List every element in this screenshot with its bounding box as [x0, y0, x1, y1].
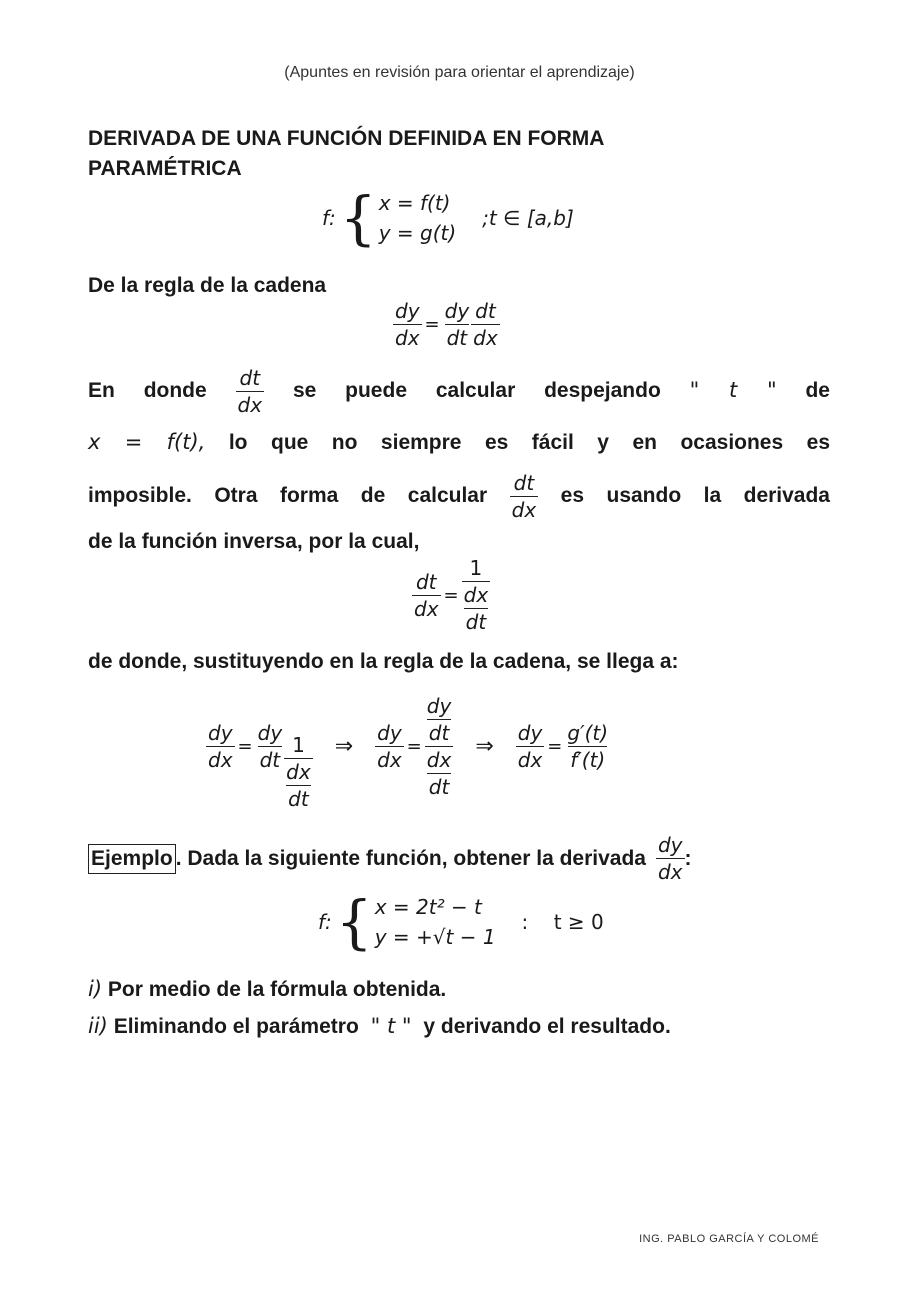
author-footer: ING. PABLO GARCÍA Y COLOMÉ	[639, 1233, 819, 1245]
page-header: (Apuntes en revisión para orientar el aprendizaje)	[284, 64, 635, 81]
denominator: dt	[259, 747, 281, 772]
paragraph-line-1	[88, 365, 830, 418]
numerator: g′(t)	[567, 720, 609, 745]
y-equation: y = +√t − 1	[374, 925, 496, 949]
fraction	[443, 298, 472, 351]
equals-sign: =	[443, 584, 459, 606]
result-formula-chain	[206, 680, 610, 812]
compound-fraction	[284, 732, 313, 812]
parameter-symbol: " t "	[370, 1014, 412, 1038]
denominator: dx	[473, 326, 498, 350]
implies-arrow: ⇒	[475, 733, 494, 759]
denominator: dx	[395, 326, 420, 350]
fraction	[412, 569, 441, 622]
text-span: de	[805, 379, 830, 403]
substitution-text: de donde, sustituyendo en la regla de la cadena, se llega a:	[88, 650, 679, 673]
numerator: dx	[463, 583, 489, 607]
numerator: dy	[657, 833, 683, 857]
chain-rule-intro: De la regla de la cadena	[88, 274, 327, 297]
denominator: dx	[208, 747, 233, 772]
numerator: dx	[286, 760, 311, 784]
numerator: dy	[426, 693, 452, 718]
y-equation: y = g(t)	[378, 221, 457, 245]
paragraph-line-3	[88, 470, 830, 523]
numerator: dy	[517, 720, 543, 745]
denominator: dx	[414, 596, 439, 621]
denominator: dt	[446, 326, 468, 350]
item-marker: i)	[88, 977, 103, 1001]
denominator: dt	[465, 610, 487, 634]
denominator	[425, 746, 454, 800]
example-statement	[88, 832, 692, 885]
fraction	[393, 298, 422, 351]
fraction	[375, 720, 404, 773]
numerator: 1	[292, 733, 305, 757]
equals-sign: =	[547, 735, 563, 757]
example-item-1	[88, 975, 446, 1004]
numerator: dt	[239, 366, 261, 390]
parameter-symbol: " t "	[689, 378, 777, 403]
numerator: dt	[475, 299, 496, 323]
fraction	[471, 298, 500, 351]
inverse-derivative-formula	[412, 555, 490, 635]
numerator: dt	[415, 569, 437, 594]
denominator: dx	[657, 860, 683, 884]
section-title	[88, 124, 808, 184]
denominator	[284, 758, 313, 812]
chain-rule-formula	[393, 298, 500, 351]
text-span: es usando la derivada	[560, 484, 830, 508]
equals-sign: =	[424, 314, 440, 335]
implies-arrow: ⇒	[334, 733, 354, 759]
fraction	[256, 720, 285, 773]
function-name: f:	[318, 910, 332, 934]
text-span: imposible. Otra forma de calcular	[88, 484, 488, 508]
left-brace: {	[339, 184, 377, 252]
fraction	[236, 365, 265, 418]
colon: :	[684, 846, 692, 870]
parameter-domain: ;t ∈ [a,b]	[482, 206, 574, 230]
x-equation: x = 2t² − t	[374, 895, 482, 919]
denominator: dt	[428, 720, 450, 745]
inline-equation: x = f(t),	[88, 430, 206, 454]
numerator	[427, 693, 452, 746]
parameter-condition: : t ≥ 0	[521, 910, 604, 934]
equals-sign: =	[406, 735, 422, 757]
fraction	[656, 832, 685, 885]
fraction	[516, 720, 545, 773]
denominator: dt	[288, 787, 309, 811]
numerator: dy	[395, 299, 420, 323]
title-line-1: DERIVADA DE UNA FUNCIÓN DEFINIDA EN FORMA	[88, 127, 605, 150]
denominator	[462, 581, 491, 635]
fraction	[565, 720, 610, 773]
example-function	[318, 888, 604, 956]
numerator: dx	[426, 747, 452, 772]
denominator: dt	[428, 774, 450, 799]
example-label: Ejemplo	[88, 844, 176, 874]
numerator: dy	[377, 720, 402, 745]
example-item-2	[88, 1012, 671, 1041]
item-text: Por medio de la fórmula obtenida.	[107, 978, 447, 1001]
function-name: f:	[322, 206, 336, 230]
title-line-2: PARAMÉTRICA	[88, 157, 242, 180]
fraction	[510, 470, 539, 523]
text-span: se puede calcular despejando	[292, 379, 661, 403]
denominator: dx	[237, 393, 263, 417]
numerator: dy	[257, 720, 283, 745]
parametric-definition	[322, 184, 574, 252]
denominator: f′(t)	[570, 747, 606, 772]
fraction	[206, 720, 235, 773]
left-brace: {	[335, 888, 373, 956]
equals-sign: =	[237, 735, 253, 757]
example-text: . Dada la siguiente función, obtener la derivada	[175, 846, 646, 870]
numerator: dt	[513, 471, 535, 495]
paragraph-line-2	[88, 428, 830, 457]
x-equation: x = f(t)	[378, 191, 451, 215]
denominator: dx	[377, 747, 402, 772]
paragraph-line-4: de la función inversa, por la cual,	[88, 530, 420, 553]
denominator: dx	[517, 747, 543, 772]
compound-fraction	[425, 693, 454, 800]
item-text: y derivando el resultado.	[423, 1015, 671, 1038]
text-span: En donde	[88, 379, 207, 403]
numerator: 1	[469, 556, 483, 580]
item-marker: ii)	[88, 1014, 108, 1038]
numerator: dy	[208, 720, 233, 745]
compound-fraction	[462, 555, 491, 635]
text-span: lo que no siempre es fácil y en ocasiones es	[228, 431, 830, 454]
denominator: dx	[511, 498, 537, 522]
item-text: Eliminando el parámetro	[113, 1015, 359, 1038]
numerator: dy	[444, 299, 470, 323]
